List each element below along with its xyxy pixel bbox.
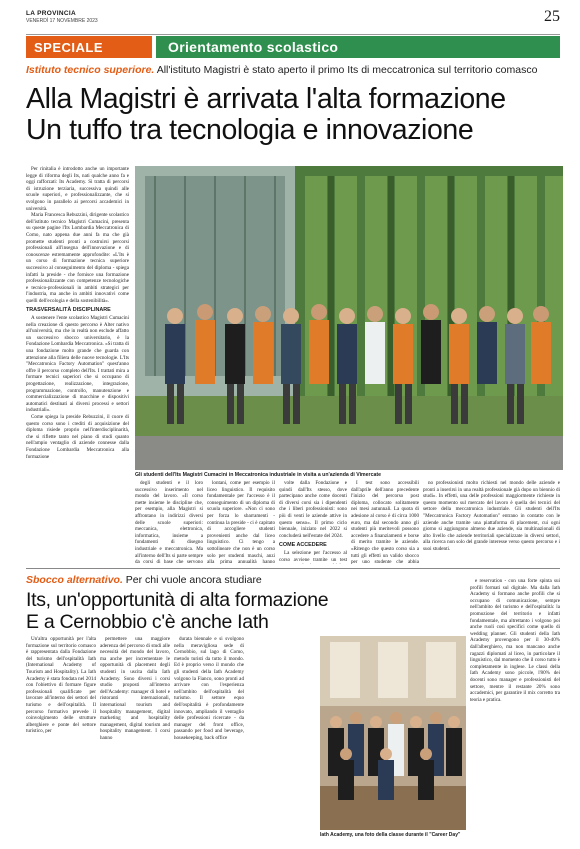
article1-kicker [26,64,537,76]
article1-kicker-strong: Istituto tecnico superiore. [26,64,155,76]
article1-paragraph-3: A sostenere l'ente scolastico Magistri Cumacini nella creazione di questo percorso è Alter nativo all'università, ma che in realtà non esclude affatto un successivo sbocco universitario, è la Fondazione Lombardia Meccatronica. «Si tratta di una fondazione molto grande che guarda con attenzione alla filiera delle nuove tecnologie. L'Its "Meccatronica Factory Automation" quest'anno offre il percorso completo dell'Its. I trattati mira a formare tecnici superiori che si occupano di progettazione, realizzazione, integrazione, programmazione, controllo, manutenzione e commercializzazione di macchine e dispositivi automatici destinati ai diversi processi e settori industriali». [26,315,129,414]
article2-kicker [26,574,262,586]
group-photo-students [135,166,563,470]
article2-kicker-strong: Sbocco alternativo. [26,574,123,586]
article1-column-5-text: I test sono accessibili dall'aprile dell'anno precedente l'inizio del percorso post diploma, collocato solitamente nei mesi autunnali. La quota di adesione al corso è di circa 1000 euro, ma dal secondo anno gli studenti più meritevoli possono accedere a finanziamenti e borse di merito tramite le aziende. «Ritengo che questo corso sia a tutti gli effetti un valido sbocco per uno studente che abbia [351,480,419,564]
article2-column-2 [100,636,170,840]
article2-headline-line1: Its, un'opportunità di alta formazione [26,589,329,611]
article1-headline-line1: Alla Magistri è arrivata l'alta formazione [26,83,506,115]
article1-intro: Per rinitalia è introdotto anche un importante legge di riforma degli Its, nati qualche anno fa e oggi rafforzati: Its Academy. Si tratta di percorsi di istruzione terziaria, successiva quindi alle scuole superiori, e professionalizzante, che si svolgono in parallelo ai percorsi accademici in università. [26,166,129,212]
article1-column-1 [26,166,129,562]
article2-column-3 [174,636,244,840]
article2-column-4-text: e reservation - con una forte spinta sui profili formati sul digitale. Ma dalla Iath Academy si formano anche profili che si occupano di comunicazione, sempre nell'ambito del turismo e dell'ospitalità: la promozione del territorio e infatti fondamentale, ma altrettanto i volgono poi anche ruoli così specifici come quello di wedding planner. Gli studenti della Iath Academy provengono per il 30-40% dall'alberghiero, ma non mancano anche ragazzi diplomati al liceo, in particolare il linguistico, dal momento che il corso tutto è completamente in inglese. Le classi della Iath Academy sono piccole, l'80% dei docenti sono manager e professionisti del settore, mentre il restante 20% sono accademici, per garantire il mix corretto tra teoria e pratica. [470,578,560,703]
article2-column-1 [26,636,96,840]
article1-column-2-text: degli studenti e il loro successivo inserimento nel mondo del lavoro. «Il corso mette insieme le discipline che, per esempio, alla Magistri si affrontano in indirizzi diversi delle scuole superiori: meccanica, elettronica, informatica, insieme a fondamenti di disegno industriale e meccatronica. Ma all'interno dell'Its si parte sempre da corsi di base che servono [135,480,203,564]
article1-headline-line2: Un tuffo tra tecnologia e innovazione [26,114,474,146]
newspaper-name: LA PROVINCIA [26,10,76,17]
article1-column-4b-text: La selezione per l'accesso al corso avviene tramite un test [279,549,347,563]
article1-photo-caption: Gli studenti dell'Its Magistri Cumacini in Meccatronica industriale in visita a un'azienda di Vimercate [135,472,381,478]
article2-column-4 [470,578,560,840]
article2-headline [26,589,346,633]
article1-column-4-text: volte dalla Fondazione e quindi dall'Its stesso, dove partecipano anche come docenti di diversi corsi sia i dipendenti che i liberi professionisti: sono più di venti le aziende attive in questo senso». Il primo ciclo biennale, iniziato nel 2022 si concluderà nell'estate del 2024. [279,480,347,539]
article2-headline-line2: E a Cernobbio c'è anche Iath [26,611,269,633]
top-rule [26,34,560,35]
article2-column-1-text: Un'altra opportunità per l'alta formazione sul territorio comasco è rappresentata dalla Fondazione del turismo dell'ospitalità Iath (International Academy of Tourism and Hospitality). La Iath Academy è stata fondata nel 2014 con l'obiettivo di formare figure professionali qualificate per lavorare all'interno dei settori del turismo e dell'ospitalità. Il percorso formativo prevede il coinvolgimento delle strutture alberghiere e ponte del settore turistico, per [26,636,96,735]
section-topic: Orientamento scolastico [156,36,560,58]
page-number: 25 [544,8,560,25]
article1-paragraph-2: Maria Francesca Rebuzzini, dirigente scolastico dell'istituto tecnico Magistri Cumacini, presenta su queste pagine l'Its Lombardia Meccatronica di Como, nato appena due anni fa ma che già promette studenti pronti a costruirsi percorsi professionali all'insegna dell'innovazione e di conoscenze estremamente approfondite: «L'Its è un corso di formazione tecnica superiore successivo al conseguimento del diploma - spiega infatti la preside - che fornisce una formazione professionalizzante con competenze tecnologiche e tecnico-professionali in ambiti strategici per l'industria, ma anche in ambiti innovativi come quelli dell'ecologia e della sostenibilità». [26,212,129,304]
class-photo-career-day [320,636,466,830]
article1-headline [26,84,566,146]
section-bar [26,36,560,58]
article1-column-3 [207,480,275,564]
issue-date: VENERDÌ 17 NOVEMBRE 2023 [26,18,98,24]
article1-column-6 [423,480,560,564]
article1-column-6-text: no professionisti molto richiesti nel mondo delle aziende e pronti a inserirsi in una realtà professionale già dopo un biennio di studi». In effetti, una delle professioni maggiormente richieste in questo momento sul mercato del lavoro è quella dei tecnici del settore della meccatronica industriale. Gli studenti dell'Its "Meccatronica Factory Automation" entrano in contatto con le aziende anche tramite una piattaforma di placement, cui ogni giorno si aggiungono almeno due aziende, sia multinazionali di alto livello che aziende territoriali specializzate in diversi settori, alla ricerca non solo del grande interesse verso questo percorso e i suoi studenti. [423,480,560,552]
article2-kicker-rest: Per chi vuole ancora studiare [125,574,262,586]
article1-kicker-rest: All'istituto Magistri è stato aperto il primo Its di meccatronica sul territorio comasco [156,64,538,76]
article1-column-2 [135,480,203,564]
article2-column-2-text: permettere una maggiore aderenza del percorso di studi alle necessità del mondo del lavoro, ma anche per incrementare le opportunità di placement degli studenti in uscita dalla Iath Academy. Sono diversi i corsi studio proposti all'interno dell'Academy: manager di hotel e ristoranti internazionali, international tourism and hospitality management, digital marketing and hospitality management, digital tourism and hospitality management. I corsi hanno [100,636,170,741]
article1-column-4 [279,480,347,564]
article1-column-3-text: lontani, come per esempio il liceo linguistico. Il requisito fondamentale per l'accesso è il conseguimento di un diploma di scuola superiore. «Non ci sono per forza lo sbarramenti - continua la preside - ci è capitato di accogliere studenti provenienti anche dal liceo linguistico. Ci tengo a sottolineare che non è un corso solo per studenti maschi, anzi alla prima annualità hanno [207,480,275,564]
article1-column-5 [351,480,419,564]
masthead [26,10,98,24]
article1-paragraph-4: Come spiega la preside Rebuzzini, il cuore di questo corso sono i crediti di acquisizione del diploma risiede proprio nell'interdisciplinarità, che si riflette tanto nel piano di studi quanto nell'ampio ventaglio di aziende connesse dalla Fondazione Lombardia Meccatronica alla formazione [26,413,129,460]
section-label: SPECIALE [26,36,152,58]
article-divider [26,568,560,569]
article1-subheading-1: TRASVERSALITÀ DISCIPLINARE [26,307,111,314]
article1-subheading-2: COME ACCEDERE [279,542,327,549]
article2-photo-caption: Iath Academy, una foto della classe durante il "Career Day" [320,832,461,838]
article2-column-3-text: durata biennale e si svolgono nella meravigliosa sede di Cernobbio, sul lago di Como, metodo turisti da tutto il mondo. Ed è proprio verso il mondo che gli studenti della Iath Academy volgono la Fianco, sono pronti ad arrivare con l'esperienza nell'ambito dell'ospitalità del turismo. Il settore equo dell'ospitalità è profondamente innovato, ampliando il ventaglio delle professioni ricercate - da manager del front office, passando per food and beverage, housekeeping, back office [174,636,244,741]
